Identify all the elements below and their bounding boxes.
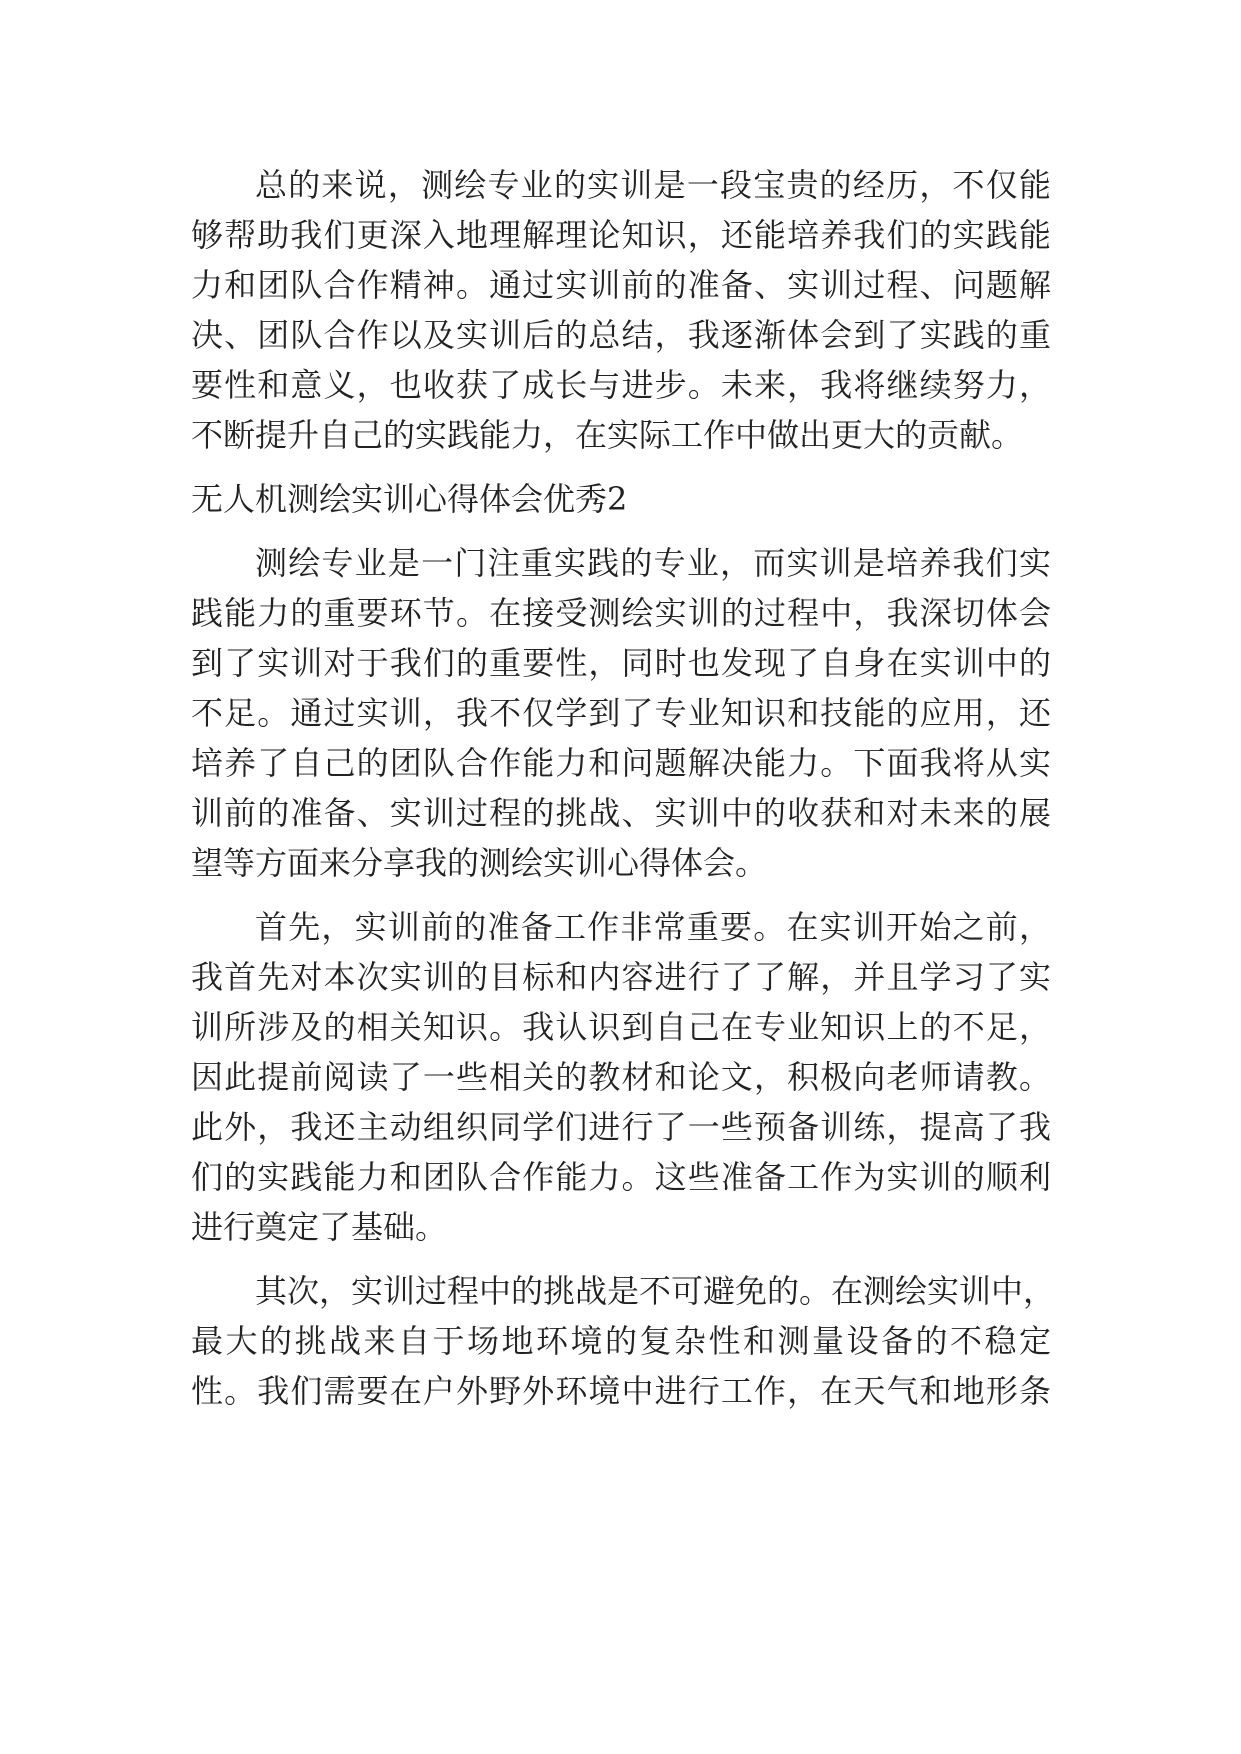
text-line: 我首先对本次实训的目标和内容进行了了解，并且学习了实 [191,958,1051,996]
text-line: 够帮助我们更深入地理解理论知识，还能培养我们的实践能 [191,216,1051,254]
text-line: 到了实训对于我们的重要性，同时也发现了自身在实训中的 [191,644,1051,682]
text-line: 决、团队合作以及实训后的总结，我逐渐体会到了实践的重 [191,316,1051,354]
text-line: 望等方面来分享我的测绘实训心得体会。 [191,844,768,882]
text-line: 要性和意义，也收获了成长与进步。未来，我将继续努力， [191,366,1051,404]
text-line: 其次，实训过程中的挑战是不可避免的。在测绘实训中， [255,1272,1056,1310]
text-line: 不断提升自己的实践能力，在实际工作中做出更大的贡献。 [191,416,1024,454]
section-heading: 无人机测绘实训心得体会优秀2 [191,480,628,518]
text-line: 性。我们需要在户外野外环境中进行工作，在天气和地形条 [191,1372,1051,1410]
text-line: 训所涉及的相关知识。我认识到自己在专业知识上的不足， [191,1008,1051,1046]
text-line: 不足。通过实训，我不仅学到了专业知识和技能的应用，还 [191,694,1051,732]
paragraph [191,902,1051,1252]
text-line: 总的来说，测绘专业的实训是一段宝贵的经历，不仅能 [255,166,1051,204]
paragraph [191,160,1051,460]
text-line: 力和团队合作精神。通过实训前的准备、实训过程、问题解 [191,266,1051,304]
paragraph [191,538,1051,888]
document-body [191,160,1056,1416]
text-line: 践能力的重要环节。在接受测绘实训的过程中，我深切体会 [191,594,1051,632]
text-line: 进行奠定了基础。 [191,1208,448,1246]
text-line: 训前的准备、实训过程的挑战、实训中的收获和对未来的展 [191,794,1051,832]
text-line: 们的实践能力和团队合作能力。这些准备工作为实训的顺利 [191,1158,1051,1196]
text-line: 最大的挑战来自于场地环境的复杂性和测量设备的不稳定 [191,1322,1051,1360]
text-line: 首先，实训前的准备工作非常重要。在实训开始之前， [255,908,1051,946]
paragraph [191,1266,1056,1416]
text-line: 此外，我还主动组织同学们进行了一些预备训练，提高了我 [191,1108,1051,1146]
text-line: 测绘专业是一门注重实践的专业，而实训是培养我们实 [255,544,1051,582]
text-line: 因此提前阅读了一些相关的教材和论文，积极向老师请教。 [191,1058,1051,1096]
text-line: 培养了自己的团队合作能力和问题解决能力。下面我将从实 [191,744,1051,782]
